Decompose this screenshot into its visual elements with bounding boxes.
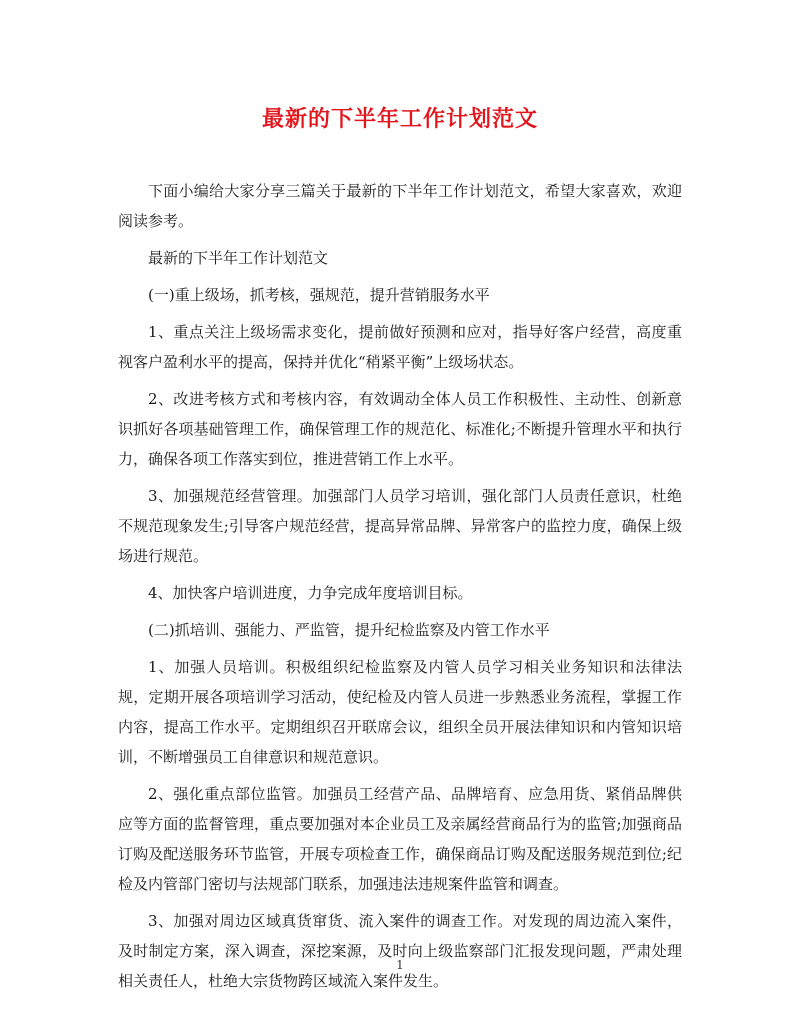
paragraph: 4、加快客户培训进度，力争完成年度培训目标。 bbox=[148, 584, 473, 602]
paragraph: 3、加强对周边区域真货窜货、流入案件的调查工作。对发现的周边流入案件，及时制定方案，深入调查，深挖案源，及时向上级监察部门汇报发现问题，严肃处理相关责任人，杜绝大宗货物跨区域流入案件发生。 bbox=[118, 912, 682, 990]
paragraph: 1、加强人员培训。积极组织纪检监察及内管人员学习相关业务知识和法律法规，定期开展各项培训学习活动，使纪检及内管人员进一步熟悉业务流程，掌握工作内容，提高工作水平。定期组织召开联席会议，组织全员开展法律知识和内管知识培训，不断增强员工自律意识和规范意识。 bbox=[118, 658, 682, 766]
document-title: 最新的下半年工作计划范文 bbox=[261, 106, 538, 132]
section-heading-1: (一)重上级场，抓考核，强规范，提升营销服务水平 bbox=[148, 286, 490, 304]
page-number: 1 bbox=[396, 958, 404, 972]
document-body bbox=[118, 176, 682, 1003]
paragraph-subtitle: 最新的下半年工作计划范文 bbox=[148, 249, 329, 267]
paragraph-intro: 下面小编给大家分享三篇关于最新的下半年工作计划范文，希望大家喜欢，欢迎阅读参考。 bbox=[118, 182, 682, 230]
paragraph: 2、改进考核方式和考核内容，有效调动全体人员工作积极性、主动性、创新意识抓好各项基础管理工作，确保管理工作的规范化、标准化;不断提升管理水平和执行力，确保各项工作落实到位，推进营销工作上水平。 bbox=[118, 390, 682, 468]
paragraph: 2、强化重点部位监管。加强员工经营产品、品牌培育、应急用货、紧俏品牌供应等方面的监督管理，重点要加强对本企业员工及亲属经营商品行为的监管;加强商品订购及配送服务环节监管，开展专项检查工作，确保商品订购及配送服务规范到位;纪检及内管部门密切与法规部门联系，加强违法违规案件监管和调查。 bbox=[118, 785, 682, 893]
paragraph: 1、重点关注上级场需求变化，提前做好预测和应对，指导好客户经营，高度重视客户盈利水平的提高，保持并优化“稍紧平衡”上级场状态。 bbox=[118, 323, 682, 371]
paragraph: 3、加强规范经营管理。加强部门人员学习培训，强化部门人员责任意识，杜绝不规范现象发生;引导客户规范经营，提高异常品牌、异常客户的监控力度，确保上级场进行规范。 bbox=[118, 487, 682, 565]
section-heading-2: (二)抓培训、强能力、严监管，提升纪检监察及内管工作水平 bbox=[148, 621, 550, 639]
